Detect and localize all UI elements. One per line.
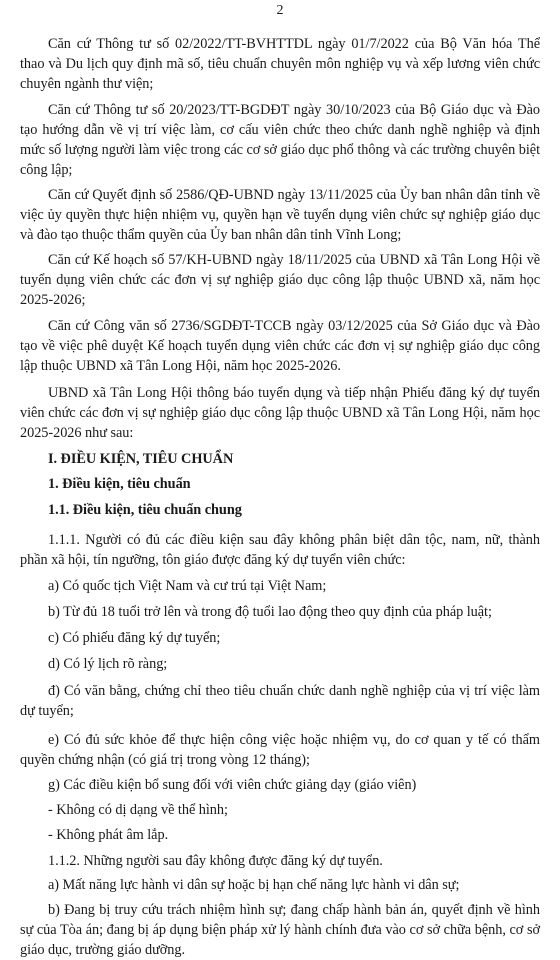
list-item: - Không có dị dạng về thể hình; bbox=[48, 802, 228, 818]
list-item: đ) Có văn bằng, chứng chỉ theo tiêu chuẩn chức danh nghề nghiệp của vị trí việc làm dự tuyển; bbox=[20, 683, 540, 719]
section-heading: I. ĐIỀU KIỆN, TIÊU CHUẨN bbox=[48, 451, 234, 467]
legal-basis-paragraph: Căn cứ Thông tư số 20/2023/TT-BGDĐT ngày 30/10/2023 của Bộ Giáo dục và Đào tạo hướng dẫn về vị trí việc làm, cơ cấu viên chức theo chức danh nghề nghiệp và định mức số lượng người làm việc trong các cơ sở giáo dục phổ thông và các trường chuyên biệt công lập; bbox=[20, 102, 540, 178]
document-body bbox=[20, 34, 540, 960]
legal-basis-paragraph: Căn cứ Công văn số 2736/SGDĐT-TCCB ngày 03/12/2025 của Sở Giáo dục và Đào tạo về việc phê duyệt Kế hoạch tuyển dụng viên chức các đơn vị sự nghiệp giáo dục công lập thuộc UBND xã Tân Long Hội, năm học 2025-2026. bbox=[20, 318, 540, 374]
list-item: d) Có lý lịch rõ ràng; bbox=[48, 656, 168, 672]
list-item: b) Đang bị truy cứu trách nhiệm hình sự; đang chấp hành bản án, quyết định về hình sự của Tòa án; đang bị áp dụng biện pháp xử lý hành chính đưa vào cơ sở chữa bệnh, cơ sở giáo dục, trường giáo dưỡng. bbox=[20, 902, 540, 958]
list-item: g) Các điều kiện bổ sung đối với viên chức giảng dạy (giáo viên) bbox=[48, 777, 417, 793]
subsection-heading: 1.1. Điều kiện, tiêu chuẩn chung bbox=[48, 502, 242, 518]
clause-paragraph: 1.1.2. Những người sau đây không được đăng ký dự tuyển. bbox=[48, 853, 383, 869]
list-item: e) Có đủ sức khỏe để thực hiện công việc hoặc nhiệm vụ, do cơ quan y tế có thẩm quyền chứng nhận (có giá trị trong vòng 12 tháng); bbox=[20, 732, 540, 768]
legal-basis-paragraph: Căn cứ Kế hoạch số 57/KH-UBND ngày 18/11/2025 của UBND xã Tân Long Hội về tuyển dụng viên chức các đơn vị sự nghiệp giáo dục công lập thuộc UBND xã, năm học 2025-2026; bbox=[20, 252, 540, 308]
page-number: 2 bbox=[276, 3, 284, 18]
subsection-heading: 1. Điều kiện, tiêu chuẩn bbox=[48, 476, 191, 492]
list-item: - Không phát âm lắp. bbox=[48, 827, 169, 843]
legal-basis-paragraph: Căn cứ Thông tư số 02/2022/TT-BVHTTDL ngày 01/7/2022 của Bộ Văn hóa Thể thao và Du lịch quy định mã số, tiêu chuẩn chuyên môn nghiệp vụ và xếp lương viên chức chuyên ngành thư viện; bbox=[20, 36, 540, 92]
list-item: c) Có phiếu đăng ký dự tuyển; bbox=[48, 630, 221, 646]
legal-basis-paragraph: Căn cứ Quyết định số 2586/QĐ-UBND ngày 13/11/2025 của Ủy ban nhân dân tỉnh về việc ủy quyền thực hiện nhiệm vụ, quyền hạn về tuyển dụng viên chức sự nghiệp giáo dục và đào tạo thuộc thẩm quyền của Ủy ban nhân dân tỉnh Vĩnh Long; bbox=[20, 187, 540, 243]
list-item: b) Từ đủ 18 tuổi trở lên và trong độ tuổi lao động theo quy định của pháp luật; bbox=[48, 604, 492, 620]
list-item: a) Mất năng lực hành vi dân sự hoặc bị hạn chế năng lực hành vi dân sự; bbox=[48, 877, 460, 893]
list-item: a) Có quốc tịch Việt Nam và cư trú tại Việt Nam; bbox=[48, 578, 327, 594]
announcement-paragraph: UBND xã Tân Long Hội thông báo tuyển dụng và tiếp nhận Phiếu đăng ký dự tuyển viên chức các đơn vị sự nghiệp giáo dục công lập thuộc UBND xã Tân Long Hội, năm học 2025-2026 như sau: bbox=[20, 385, 540, 441]
clause-paragraph: 1.1.1. Người có đủ các điều kiện sau đây không phân biệt dân tộc, nam, nữ, thành phần xã hội, tín ngưỡng, tôn giáo được đăng ký dự tuyển viên chức: bbox=[20, 532, 540, 568]
